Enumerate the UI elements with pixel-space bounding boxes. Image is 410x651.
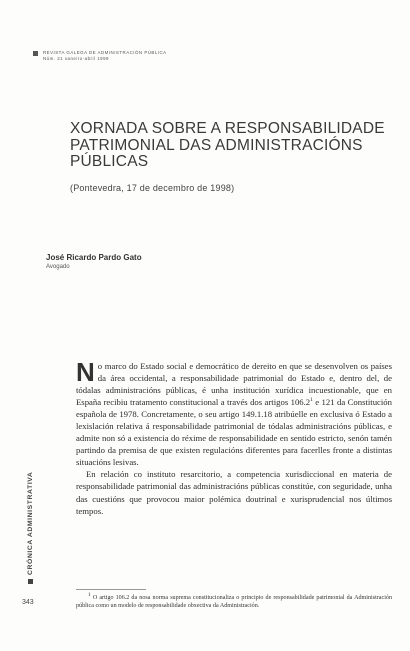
body-paragraph-2: En relación co instituto resarcitorio, a competencia xurisdiccional en materia de responsabilidade patrimonial das administracións públicas constitúe, con seguridade, unha das cuestións que provocou maior polémica doutrinal e xurisprudencial nos últimos tempos. xyxy=(76,469,392,516)
author-name: José Ricardo Pardo Gato xyxy=(46,253,142,262)
footnote-number: 1 xyxy=(88,591,91,598)
drop-cap: N xyxy=(76,357,95,387)
page-number: 343 xyxy=(22,599,34,606)
title-block xyxy=(70,121,390,193)
paragraph-1-rest: e 121 da Constitución española de 1978. Concretamente, o seu artigo 149.1.18 atribúelle en exclusiva ó Estado a lexislación relativa á responsabilidade patrimonial de tódalas administracións públicas, e admite non só a existencia do réxime de responsabilidade en sentido estricto, senón tamén partindo da premisa de que existen regulacións diferentes para facerlles fronte a distintas situacións lesivas. xyxy=(76,397,392,468)
body-paragraph-1 xyxy=(76,357,392,468)
section-label: CRÓNICA ADMINISTRATIVA xyxy=(27,471,34,575)
footnote xyxy=(76,591,392,610)
footnote-divider xyxy=(76,589,146,590)
author-role: Avogado xyxy=(46,264,70,270)
article-title xyxy=(70,121,390,171)
journal-name: REVISTA GALEGA DE ADMINISTRACIÓN PÚBLICA xyxy=(43,50,167,55)
article-title-line-2: PATRIMONIAL DAS ADMINISTRACIÓNS xyxy=(70,136,363,154)
journal-issue: Núm. 21 xaneiro-abril 1999 xyxy=(43,56,109,61)
article-subtitle: (Pontevedra, 17 de decembro de 1998) xyxy=(70,182,235,193)
paragraph-1-lead: o marco do Estado social e democrático de dereito en que se desenvolven os países da área occidental, a responsabilidade patrimonial do Estado e, dentro del, de tódalas administracións públicas, é unha institución xurídica incuestionable, que en España recibiu tratamento constitucional a través dos artigos 106.2 xyxy=(76,361,392,408)
article-body xyxy=(76,357,392,517)
author-block xyxy=(46,253,142,270)
section-marker-square xyxy=(28,579,33,584)
footnote-reference: 1 xyxy=(310,397,313,404)
footnote-text: O artigo 106.2 da nosa norma suprema constitucionaliza o principio de responsabilidade patrimonial da Administración pública como un modelo de responsabilidade obxectiva da Administración. xyxy=(76,595,392,609)
journal-header xyxy=(33,50,167,62)
article-title-line-3: PÚBLICAS xyxy=(70,153,149,170)
section-side-label xyxy=(27,464,34,584)
article-title-line-1: XORNADA SOBRE A RESPONSABILIDADE xyxy=(70,120,385,137)
journal-marker-square xyxy=(33,51,38,56)
